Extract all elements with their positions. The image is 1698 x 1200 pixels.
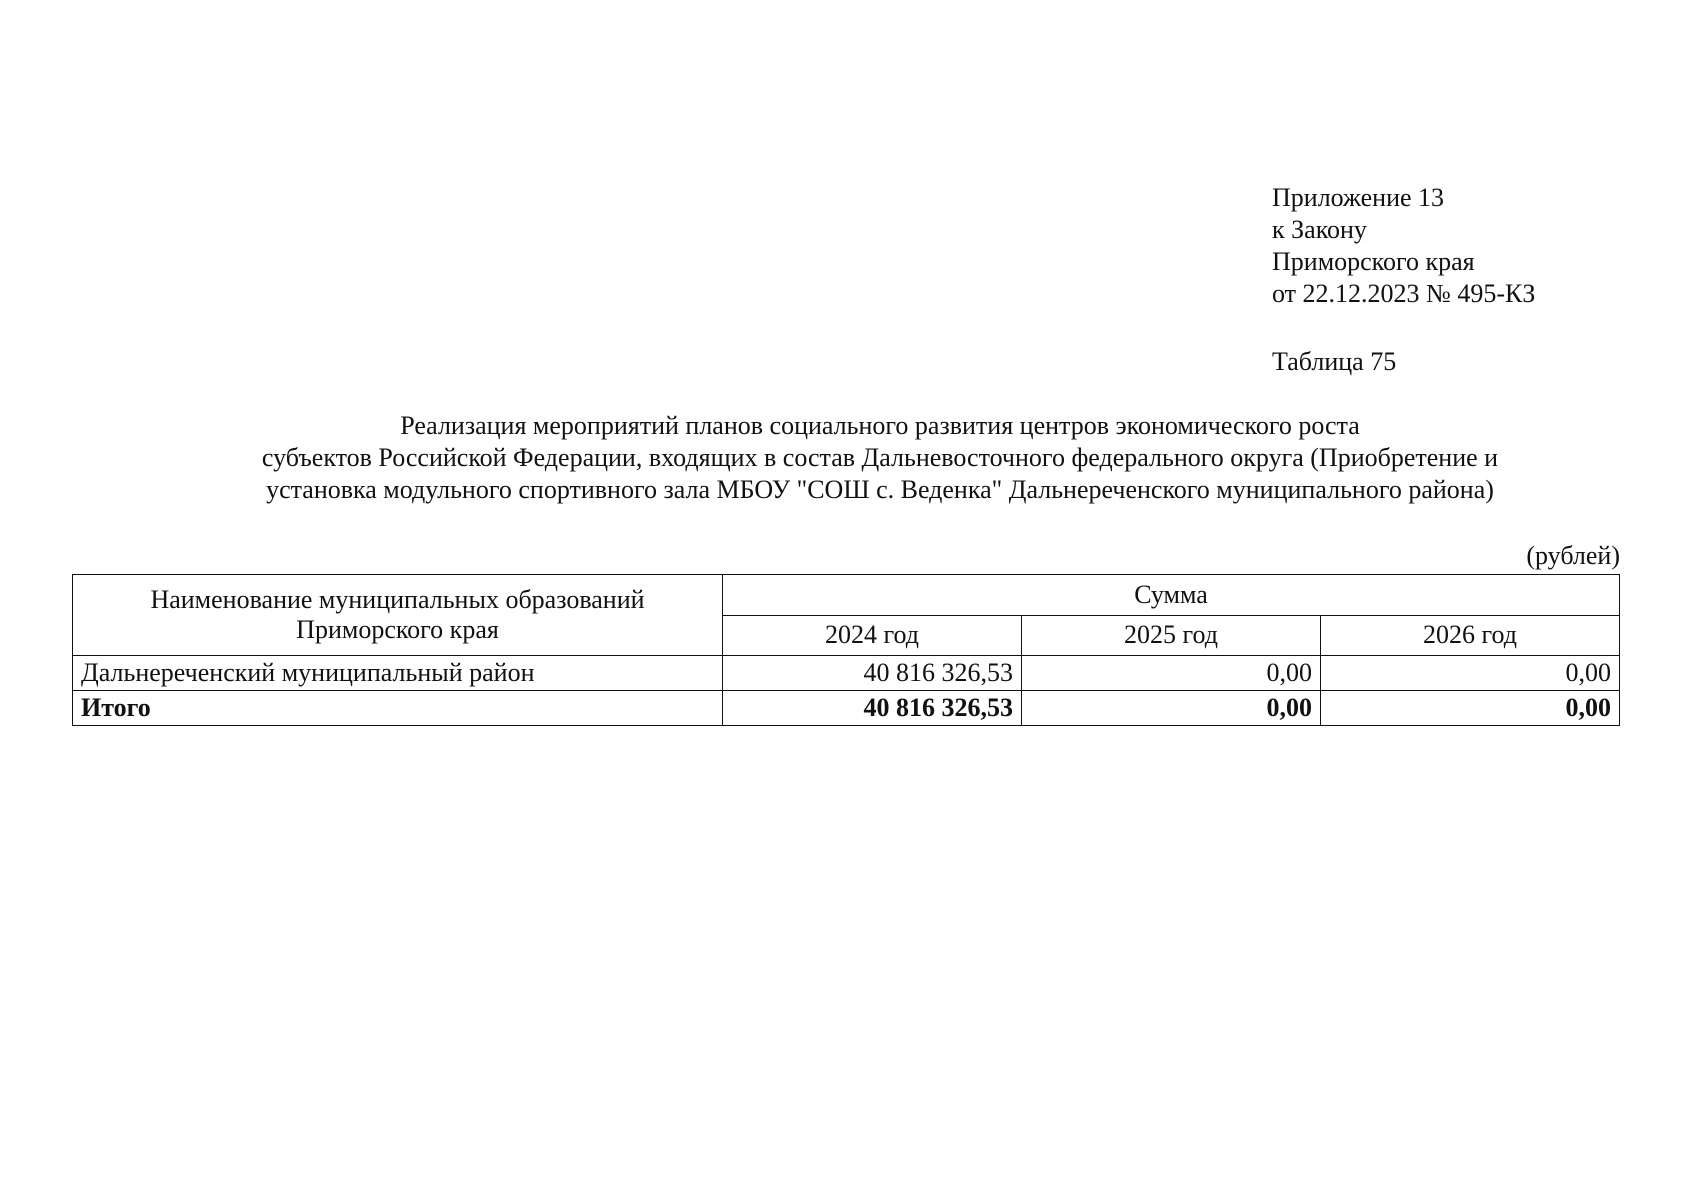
total-label: Итого xyxy=(73,691,723,726)
value-2025: 0,00 xyxy=(1022,656,1321,691)
appendix-line: Приморского края xyxy=(1272,247,1475,276)
units-label: (рублей) xyxy=(1526,541,1620,570)
title-line: установка модульного спортивного зала МБОУ "СОШ с. Веденка" Дальнереченского муниципального района) xyxy=(266,475,1494,504)
header-name-line: Наименование муниципальных образований xyxy=(150,585,645,614)
header-year-2025: 2025 год xyxy=(1022,615,1321,656)
total-2026: 0,00 xyxy=(1321,691,1620,726)
total-2025: 0,00 xyxy=(1022,691,1321,726)
appendix-block xyxy=(1272,182,1535,310)
value-2026: 0,00 xyxy=(1321,656,1620,691)
table-number: Таблица 75 xyxy=(1272,347,1397,376)
title-line: Реализация мероприятий планов социального развития центров экономического роста xyxy=(400,411,1360,440)
table-header-row xyxy=(73,575,1620,616)
value-2024: 40 816 326,53 xyxy=(723,656,1022,691)
table-row xyxy=(73,656,1620,691)
header-year-2024: 2024 год xyxy=(723,615,1022,656)
appendix-line: Приложение 13 xyxy=(1272,183,1445,212)
total-2024: 40 816 326,53 xyxy=(723,691,1022,726)
municipality-name: Дальнереченский муниципальный район xyxy=(73,656,723,691)
table-total-row xyxy=(73,691,1620,726)
header-sum: Сумма xyxy=(723,575,1620,616)
appendix-line: от 22.12.2023 № 495-КЗ xyxy=(1272,279,1536,308)
header-name-column xyxy=(73,575,723,656)
document-title xyxy=(100,410,1660,506)
header-name-line: Приморского края xyxy=(296,615,499,644)
title-line: субъектов Российской Федерации, входящих в состав Дальневосточного федерального округа (Приобретение и xyxy=(261,443,1499,472)
appendix-line: к Закону xyxy=(1272,215,1367,244)
budget-table xyxy=(72,574,1620,726)
header-year-2026: 2026 год xyxy=(1321,615,1620,656)
